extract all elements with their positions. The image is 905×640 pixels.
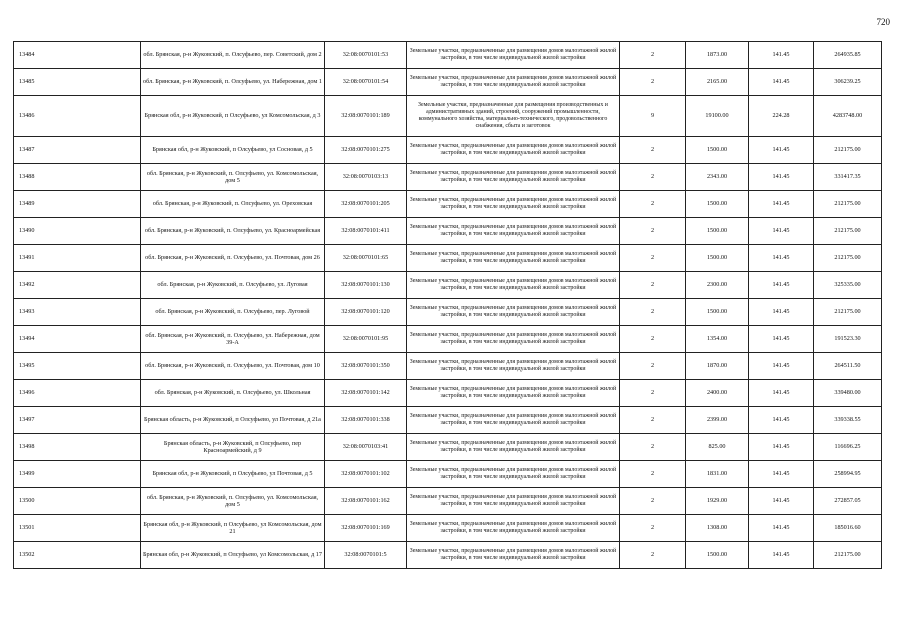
cadastral-value-cell: 191523.30 [814, 326, 882, 353]
area-cell: 19100.00 [686, 96, 749, 137]
cadastral-value-cell: 306239.25 [814, 69, 882, 96]
group-cell: 2 [620, 42, 686, 69]
group-cell: 2 [620, 542, 686, 569]
land-use-cell: Земельные участки, предназначенные для размещения домов малоэтажной жилой застройки, в том числе индивидуальной жилой застройки [407, 272, 620, 299]
table-row [14, 326, 882, 353]
rate-cell: 141.45 [749, 353, 814, 380]
area-cell: 1831.00 [686, 461, 749, 488]
cadastral-number-cell: 32:08:0070101:205 [325, 191, 407, 218]
area-cell: 1873.00 [686, 42, 749, 69]
rate-cell: 141.45 [749, 407, 814, 434]
cadastral-value-cell: 212175.00 [814, 137, 882, 164]
rate-cell: 141.45 [749, 434, 814, 461]
row-id-cell: 13494 [14, 326, 141, 353]
row-id-cell: 13500 [14, 488, 141, 515]
row-id-cell: 13488 [14, 164, 141, 191]
group-cell: 2 [620, 164, 686, 191]
rate-cell: 224.28 [749, 96, 814, 137]
cadastral-number-cell: 32:08:0070101:338 [325, 407, 407, 434]
area-cell: 1500.00 [686, 299, 749, 326]
group-cell: 2 [620, 245, 686, 272]
row-id-cell: 13493 [14, 299, 141, 326]
cadastral-value-cell: 339480.00 [814, 380, 882, 407]
group-cell: 2 [620, 218, 686, 245]
cadastral-value-cell: 325335.00 [814, 272, 882, 299]
table-row [14, 69, 882, 96]
address-cell: обл. Брянская, р-н Жуковский, п. Олсуфьево, ул. Почтовая, дом 10 [141, 353, 325, 380]
address-cell: Брянская обл, р-н Жуковский, п Олсуфьево, ул Почтовая, д 5 [141, 461, 325, 488]
group-cell: 2 [620, 515, 686, 542]
address-cell: обл. Брянская, р-н Жуковский, п. Олсуфьево, ул. Комсомольская, дом 5 [141, 488, 325, 515]
rate-cell: 141.45 [749, 69, 814, 96]
rate-cell: 141.45 [749, 245, 814, 272]
group-cell: 2 [620, 326, 686, 353]
table-row [14, 191, 882, 218]
land-use-cell: Земельные участки, предназначенные для размещения домов малоэтажной жилой застройки, в том числе индивидуальной жилой застройки [407, 326, 620, 353]
row-id-cell: 13497 [14, 407, 141, 434]
address-cell: Брянская область, р-н Жуковский, п Олсуфьево, ул Почтовая, д 21а [141, 407, 325, 434]
address-cell: Брянская обл, р-н Жуковский, п Олсуфьево, ул Сосновая, д 5 [141, 137, 325, 164]
table-row [14, 461, 882, 488]
cadastral-number-cell: 32:08:0070101:275 [325, 137, 407, 164]
address-cell: Брянская обл, р-н Жуковский, п Олсуфьево, ул Комсомольская, д 3 [141, 96, 325, 137]
area-cell: 1500.00 [686, 542, 749, 569]
cadastral-number-cell: 32:08:0070101:189 [325, 96, 407, 137]
group-cell: 2 [620, 353, 686, 380]
group-cell: 2 [620, 407, 686, 434]
land-use-cell: Земельные участки, предназначенные для размещения домов малоэтажной жилой застройки, в том числе индивидуальной жилой застройки [407, 434, 620, 461]
cadastral-value-cell: 212175.00 [814, 218, 882, 245]
land-use-cell: Земельные участки, предназначенные для размещения домов малоэтажной жилой застройки, в том числе индивидуальной жилой застройки [407, 245, 620, 272]
cadastral-number-cell: 32:08:0070103:13 [325, 164, 407, 191]
area-cell: 1500.00 [686, 218, 749, 245]
row-id-cell: 13495 [14, 353, 141, 380]
area-cell: 2399.00 [686, 407, 749, 434]
cadastral-number-cell: 32:08:0070101:411 [325, 218, 407, 245]
cadastral-value-cell: 212175.00 [814, 299, 882, 326]
rate-cell: 141.45 [749, 42, 814, 69]
cadastral-value-cell: 4283748.00 [814, 96, 882, 137]
area-cell: 1929.00 [686, 488, 749, 515]
address-cell: обл. Брянская, р-н Жуковский, п. Олсуфьево, ул. Луговая [141, 272, 325, 299]
cadastral-number-cell: 32:08:0070101:54 [325, 69, 407, 96]
group-cell: 2 [620, 191, 686, 218]
cadastral-number-cell: 32:08:0070101:95 [325, 326, 407, 353]
cadastral-number-cell: 32:08:0070101:5 [325, 542, 407, 569]
rate-cell: 141.45 [749, 191, 814, 218]
group-cell: 2 [620, 380, 686, 407]
land-use-cell: Земельные участки, предназначенные для размещения домов малоэтажной жилой застройки, в том числе индивидуальной жилой застройки [407, 542, 620, 569]
cadastral-value-cell: 258994.95 [814, 461, 882, 488]
cadastral-value-cell: 116696.25 [814, 434, 882, 461]
land-plots-table [13, 41, 882, 569]
row-id-cell: 13485 [14, 69, 141, 96]
area-cell: 2343.00 [686, 164, 749, 191]
cadastral-value-cell: 212175.00 [814, 191, 882, 218]
row-id-cell: 13491 [14, 245, 141, 272]
cadastral-number-cell: 32:08:0070101:142 [325, 380, 407, 407]
table-row [14, 245, 882, 272]
land-use-cell: Земельные участки, предназначенные для размещения домов малоэтажной жилой застройки, в том числе индивидуальной жилой застройки [407, 299, 620, 326]
cadastral-number-cell: 32:08:0070101:162 [325, 488, 407, 515]
rate-cell: 141.45 [749, 299, 814, 326]
land-use-cell: Земельные участки, предназначенные для размещения домов малоэтажной жилой застройки, в том числе индивидуальной жилой застройки [407, 164, 620, 191]
group-cell: 2 [620, 272, 686, 299]
land-use-cell: Земельные участки, предназначенные для размещения домов малоэтажной жилой застройки, в том числе индивидуальной жилой застройки [407, 353, 620, 380]
group-cell: 2 [620, 69, 686, 96]
cadastral-value-cell: 272857.05 [814, 488, 882, 515]
page-number: 720 [876, 17, 890, 27]
area-cell: 2165.00 [686, 69, 749, 96]
group-cell: 2 [620, 137, 686, 164]
cadastral-number-cell: 32:08:0070101:53 [325, 42, 407, 69]
area-cell: 825.00 [686, 434, 749, 461]
table-row [14, 515, 882, 542]
table-row [14, 42, 882, 69]
table-row [14, 137, 882, 164]
row-id-cell: 13487 [14, 137, 141, 164]
cadastral-value-cell: 264935.85 [814, 42, 882, 69]
address-cell: Брянская обл, р-н Жуковский, п Олсуфьево, ул Комсомольская, дом 21 [141, 515, 325, 542]
address-cell: обл. Брянская, р-н Жуковский, п. Олсуфьево, ул. Почтовая, дом 26 [141, 245, 325, 272]
table-row [14, 164, 882, 191]
land-use-cell: Земельные участки, предназначенные для размещения домов малоэтажной жилой застройки, в том числе индивидуальной жилой застройки [407, 191, 620, 218]
land-use-cell: Земельные участки, предназначенные для размещения производственных и административных зданий, строений, сооружений промышленности, коммунального хозяйства, материально-технического, продовольственного снабжения, сбыта и заготовок [407, 96, 620, 137]
table-row [14, 407, 882, 434]
address-cell: обл. Брянская, р-н Жуковский, п. Олсуфьево, ул. Комсомольская, дом 5 [141, 164, 325, 191]
land-use-cell: Земельные участки, предназначенные для размещения домов малоэтажной жилой застройки, в том числе индивидуальной жилой застройки [407, 488, 620, 515]
row-id-cell: 13496 [14, 380, 141, 407]
area-cell: 1500.00 [686, 245, 749, 272]
land-use-cell: Земельные участки, предназначенные для размещения домов малоэтажной жилой застройки, в том числе индивидуальной жилой застройки [407, 137, 620, 164]
row-id-cell: 13501 [14, 515, 141, 542]
land-use-cell: Земельные участки, предназначенные для размещения домов малоэтажной жилой застройки, в том числе индивидуальной жилой застройки [407, 380, 620, 407]
table-row [14, 434, 882, 461]
land-use-cell: Земельные участки, предназначенные для размещения домов малоэтажной жилой застройки, в том числе индивидуальной жилой застройки [407, 218, 620, 245]
cadastral-value-cell: 212175.00 [814, 542, 882, 569]
rate-cell: 141.45 [749, 272, 814, 299]
address-cell: обл. Брянская, р-н Жуковский, п. Олсуфьево, ул. Набережная, дом 1 [141, 69, 325, 96]
area-cell: 1500.00 [686, 137, 749, 164]
address-cell: обл. Брянская, р-н Жуковский, п. Олсуфьево, ул. Ореховская [141, 191, 325, 218]
row-id-cell: 13489 [14, 191, 141, 218]
group-cell: 2 [620, 461, 686, 488]
rate-cell: 141.45 [749, 218, 814, 245]
area-cell: 1354.00 [686, 326, 749, 353]
address-cell: обл. Брянская, р-н Жуковский, п. Олсуфьево, ул. Школьная [141, 380, 325, 407]
rate-cell: 141.45 [749, 515, 814, 542]
rate-cell: 141.45 [749, 164, 814, 191]
row-id-cell: 13492 [14, 272, 141, 299]
row-id-cell: 13498 [14, 434, 141, 461]
row-id-cell: 13502 [14, 542, 141, 569]
address-cell: обл. Брянская, р-н Жуковский, п. Олсуфьево, пер. Советский, дом 2 [141, 42, 325, 69]
cadastral-number-cell: 32:08:0070101:350 [325, 353, 407, 380]
address-cell: обл. Брянская, р-н Жуковский, п. Олсуфьево, пер. Луговой [141, 299, 325, 326]
group-cell: 9 [620, 96, 686, 137]
cadastral-value-cell: 264511.50 [814, 353, 882, 380]
area-cell: 2300.00 [686, 272, 749, 299]
table-body [14, 42, 882, 569]
rate-cell: 141.45 [749, 488, 814, 515]
cadastral-value-cell: 339338.55 [814, 407, 882, 434]
land-use-cell: Земельные участки, предназначенные для размещения домов малоэтажной жилой застройки, в том числе индивидуальной жилой застройки [407, 69, 620, 96]
table-row [14, 353, 882, 380]
area-cell: 1308.00 [686, 515, 749, 542]
group-cell: 2 [620, 488, 686, 515]
cadastral-number-cell: 32:08:0070101:65 [325, 245, 407, 272]
land-use-cell: Земельные участки, предназначенные для размещения домов малоэтажной жилой застройки, в том числе индивидуальной жилой застройки [407, 42, 620, 69]
area-cell: 1500.00 [686, 191, 749, 218]
cadastral-number-cell: 32:08:0070103:41 [325, 434, 407, 461]
address-cell: обл. Брянская, р-н Жуковский, п. Олсуфьево, ул. Красноармейская [141, 218, 325, 245]
cadastral-value-cell: 331417.35 [814, 164, 882, 191]
land-use-cell: Земельные участки, предназначенные для размещения домов малоэтажной жилой застройки, в том числе индивидуальной жилой застройки [407, 515, 620, 542]
row-id-cell: 13490 [14, 218, 141, 245]
row-id-cell: 13486 [14, 96, 141, 137]
cadastral-number-cell: 32:08:0070101:102 [325, 461, 407, 488]
table-row [14, 218, 882, 245]
cadastral-number-cell: 32:08:0070101:120 [325, 299, 407, 326]
table-row [14, 299, 882, 326]
cadastral-value-cell: 185016.60 [814, 515, 882, 542]
rate-cell: 141.45 [749, 380, 814, 407]
address-cell: Брянская обл, р-н Жуковский, п Олсуфьево, ул Комсомольская, д 17 [141, 542, 325, 569]
table-row [14, 380, 882, 407]
rate-cell: 141.45 [749, 461, 814, 488]
group-cell: 2 [620, 299, 686, 326]
table-row [14, 488, 882, 515]
area-cell: 1870.00 [686, 353, 749, 380]
table-row [14, 272, 882, 299]
rate-cell: 141.45 [749, 542, 814, 569]
cadastral-value-cell: 212175.00 [814, 245, 882, 272]
group-cell: 2 [620, 434, 686, 461]
area-cell: 2400.00 [686, 380, 749, 407]
rate-cell: 141.45 [749, 326, 814, 353]
row-id-cell: 13484 [14, 42, 141, 69]
land-use-cell: Земельные участки, предназначенные для размещения домов малоэтажной жилой застройки, в том числе индивидуальной жилой застройки [407, 461, 620, 488]
cadastral-number-cell: 32:08:0070101:169 [325, 515, 407, 542]
row-id-cell: 13499 [14, 461, 141, 488]
cadastral-number-cell: 32:08:0070101:130 [325, 272, 407, 299]
table-row [14, 542, 882, 569]
address-cell: Брянская область, р-н Жуковский, п Олсуфьево, пер Красноармейский, д 9 [141, 434, 325, 461]
land-use-cell: Земельные участки, предназначенные для размещения домов малоэтажной жилой застройки, в том числе индивидуальной жилой застройки [407, 407, 620, 434]
address-cell: обл. Брянская, р-н Жуковский, п. Олсуфьево, ул. Набережная, дом 39-А [141, 326, 325, 353]
table-row [14, 96, 882, 137]
rate-cell: 141.45 [749, 137, 814, 164]
